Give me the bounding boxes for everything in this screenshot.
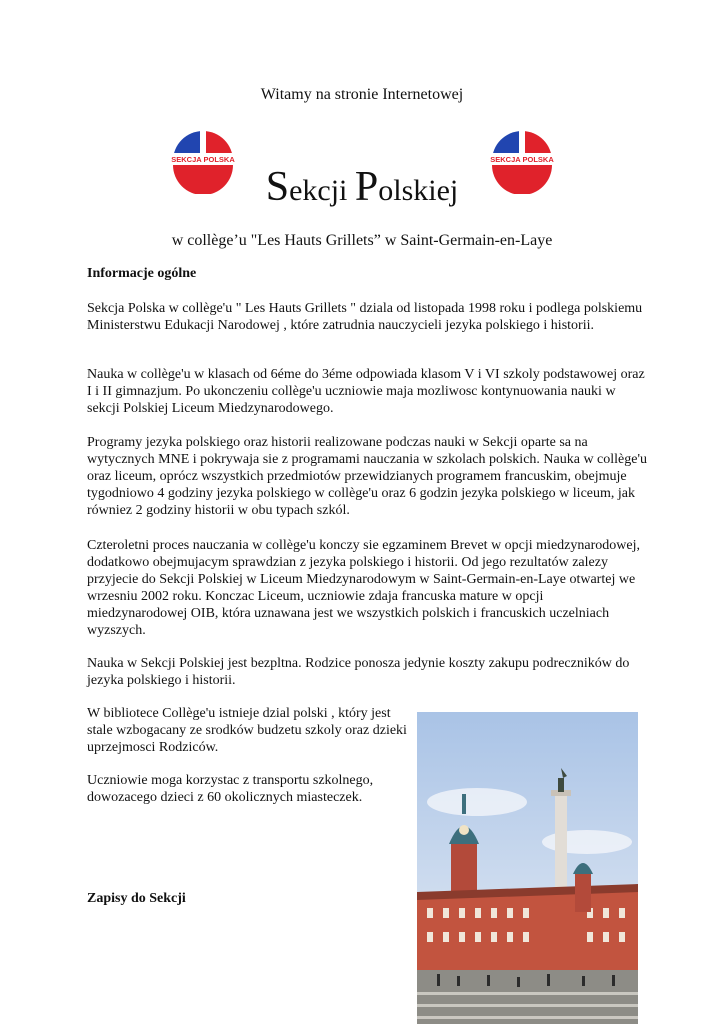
heading-general-info: Informacje ogólne — [87, 266, 197, 281]
welcome-line: Witamy na stronie Internetowej — [260, 86, 464, 103]
paragraph-exams: Czteroletni proces nauczania w collège'u konczy sie egzaminem Brevet w opcji miedzynarodowej, dodatkowo obejmujacym sprawdzian z jezyka polskiego i historii. Od jego rezultatów zalezy przyjecie do Sekcji Polskiej w Liceum Miedzynarodowym w Saint-Germain-en-Laye otwartej we wrzesniu 2002 roku. Konczac Liceum, uczniowie zdaja francuska mature w opcji miedzynarodowej OIB, która uznawana jest we wszystkich polskich i francuskich uczelniach wyzszych. — [87, 538, 640, 638]
paragraph-costs: Nauka w Sekcji Polskiej jest bezpltna. Rodzice ponosza jedynie koszty zakupu podreczników do jezyka polskiego i historii. — [87, 656, 630, 688]
logo-text: SEKCJA POLSKA — [171, 155, 235, 164]
page-title: Sekcji Polskiej — [265, 164, 459, 210]
paragraph-classes: Nauka w collège'u w klasach od 6éme do 3éme odpowiada klasom V i VI szkoly podstawowej oraz I i II gimnazjum. Po ukonczeniu collège'u uczniowie maja mozliwosc kontynuowania nauki w sekcji Polskiej Liceum Miedzynarodowego. — [87, 367, 645, 416]
warsaw-castle-photo — [417, 712, 638, 1024]
paragraph-transport: Uczniowie moga korzystac z transportu szkolnego, dowozacego dzieci z 60 okolicznych miasteczek. — [87, 773, 374, 805]
logo-text: SEKCJA POLSKA — [490, 155, 554, 164]
paragraph-library: W bibliotece Collège'u istnieje dzial polski , który jest stale wzbogacany ze srodków budzetu szkoly oraz dzieki uprzejmosci Rodziców. — [87, 706, 407, 755]
page-subtitle: w collège’u "Les Hauts Grillets” w Saint-Germain-en-Laye — [171, 232, 553, 249]
paragraph-intro: Sekcja Polska w collège'u " Les Hauts Grillets " dziala od listopada 1998 roku i podlega polskiemu Ministerstwu Edukacji Narodowej , które zatrudnia nauczycieli jezyka polskiego i historii. — [87, 301, 643, 333]
paragraph-programs: Programy jezyka polskiego oraz historii realizowane podczas nauki w Sekcji oparte sa na wytycznych MNE i pokrywaja sie z programami nauczania w szkolach polskich. Nauka w collège'u oraz liceum, oprócz wszystkich przedmiotów przewidzianych programem francuskim, obejmuje tygodniowo 4 godziny jezyka polskiego w collège'u oraz 6 godzin jezyka polskiego w liceum, jak równiez 2 godziny historii w obu typach szkól. — [87, 435, 647, 518]
heading-enrolment: Zapisy do Sekcji — [87, 891, 186, 906]
